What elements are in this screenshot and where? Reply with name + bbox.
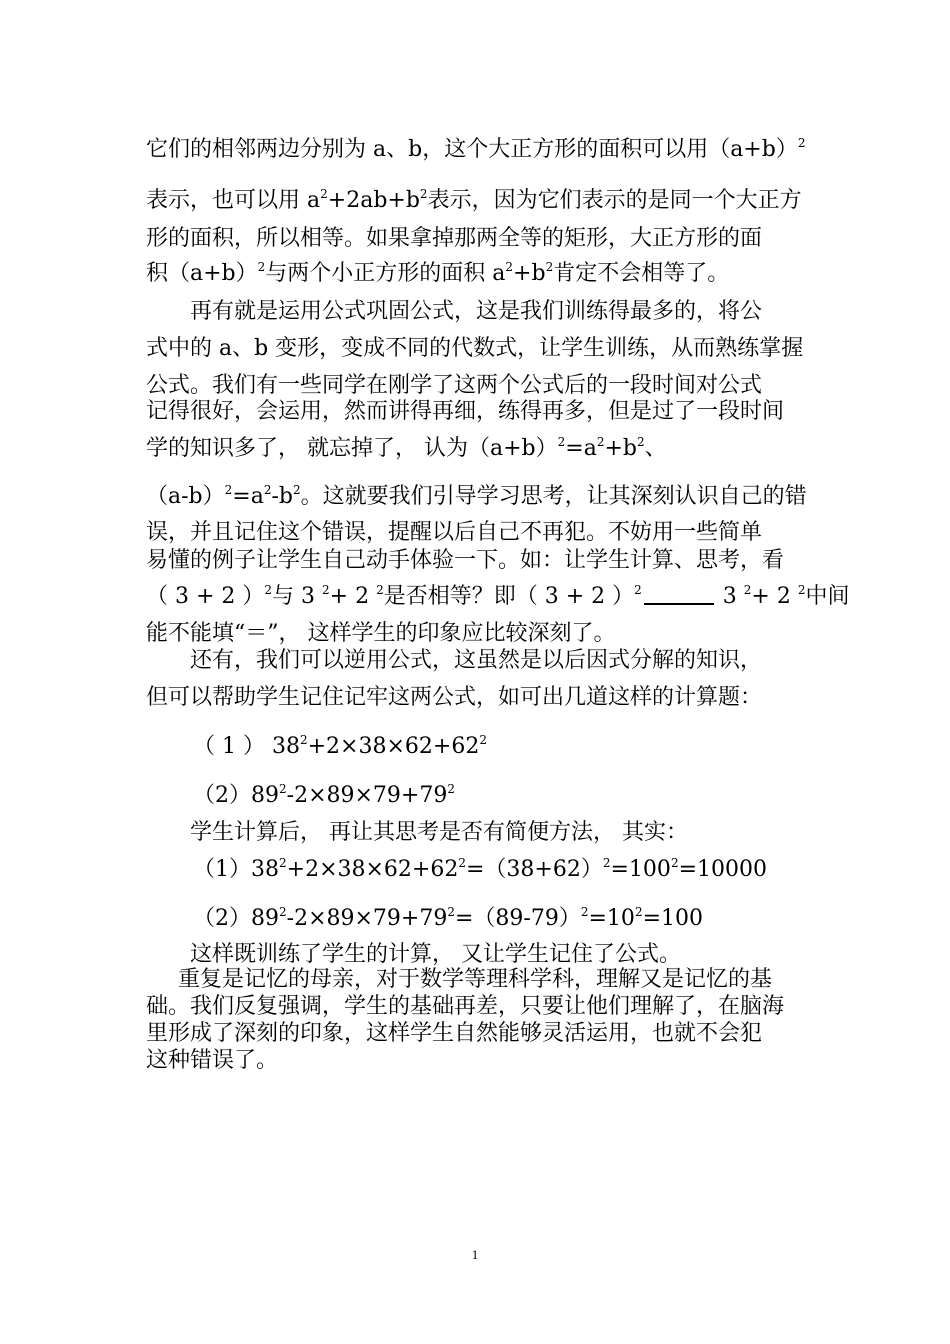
superscript: 2 [376, 583, 384, 597]
paragraph-line: 形的面积，所以相等。如果拿掉那两全等的矩形，大正方形的面 [146, 226, 763, 251]
text-run: =100 [610, 857, 671, 882]
superscript: 2 [545, 260, 554, 274]
text-run: 与 3 [272, 584, 323, 609]
paragraph-line: 再有就是运用公式巩固公式，这是我们训练得最多的，将公 [190, 299, 763, 324]
text-run: + 2 [751, 584, 798, 609]
text-run: 它们的相邻两边分别为 a、b，这个大正方形的面积可以用（a+b） [146, 137, 798, 162]
text-run: 中间 [805, 584, 850, 609]
text-run: （a-b） [146, 484, 225, 509]
text-run: +b [604, 436, 637, 461]
text-run: （2）89 [193, 783, 279, 808]
text-run: =10 [588, 906, 635, 931]
text-run: （ 1 ） 38 [193, 734, 300, 759]
paragraph-line: 能不能填“＝”， 这样学生的印象应比较深刻了。 [146, 621, 616, 646]
superscript: 2 [279, 856, 287, 870]
superscript: 2 [637, 435, 645, 449]
superscript: 2 [419, 187, 428, 201]
paragraph-line: 式中的 a、b 变形，变成不同的代数式，让学生训练，从而熟练掌握 [146, 336, 804, 361]
paragraph-line [146, 434, 667, 464]
text-run: 学的知识多了， 就忘掉了， 认为（a+b） [146, 436, 558, 461]
superscript: 2 [797, 136, 806, 150]
text-run: =a [565, 436, 597, 461]
text-run: 表示，因为它们表示的是同一个大正方 [427, 188, 802, 213]
text-run: 、 [644, 436, 667, 461]
superscript: 2 [580, 905, 589, 919]
superscript: 2 [263, 483, 272, 497]
text-run: 积（a+b） [146, 261, 258, 286]
text-run: -b [271, 484, 294, 509]
superscript: 2 [320, 187, 328, 201]
text-run: =（89-79） [455, 906, 581, 931]
page-number: 1 [471, 1247, 479, 1262]
text-run: =100 [642, 906, 704, 931]
paragraph-line: 这样既训练了学生的计算， 又让学生记住了公式。 [190, 942, 681, 967]
text-run: + 2 [329, 584, 377, 609]
text-run: +2×38×62+62 [307, 734, 480, 759]
paragraph-line: 易懂的例子让学生自己动手体验一下。如：让学生计算、思考，看 [146, 548, 785, 573]
superscript: 2 [279, 782, 287, 796]
paragraph-line [146, 482, 807, 512]
text-run: 表示，也可以用 a [146, 188, 321, 213]
superscript: 2 [299, 733, 308, 747]
paragraph-line: 这种错误了。 [146, 1048, 279, 1073]
text-run: 肯定不会相等了。 [553, 261, 730, 286]
math-solution [193, 855, 767, 885]
superscript: 2 [634, 583, 642, 597]
paragraph-line [146, 186, 802, 216]
superscript: 2 [634, 905, 643, 919]
superscript: 2 [264, 583, 273, 597]
text-run: （1）38 [193, 857, 279, 882]
math-exercise [193, 732, 487, 762]
superscript: 2 [257, 260, 266, 274]
paragraph-line: 学生计算后， 再让其思考是否有简便方法， 其实： [190, 820, 688, 845]
text-run: =a [232, 484, 264, 509]
paragraph-line: 还有，我们可以逆用公式，这虽然是以后因式分解的知识， [190, 648, 763, 673]
superscript: 2 [557, 435, 566, 449]
text-run: （2）89 [193, 906, 279, 931]
superscript: 2 [322, 583, 330, 597]
superscript: 2 [670, 856, 679, 870]
superscript: 2 [224, 483, 233, 497]
superscript: 2 [447, 905, 455, 919]
superscript: 2 [602, 856, 611, 870]
paragraph-line [146, 135, 805, 165]
text-run: 3 [715, 584, 744, 609]
superscript: 2 [293, 483, 301, 497]
superscript: 2 [743, 583, 752, 597]
math-exercise [193, 781, 455, 811]
superscript: 2 [505, 260, 514, 274]
text-run: （ 3 + 2 ） [146, 584, 265, 609]
text-run: +2×38×62+62 [286, 857, 459, 882]
paragraph-line [146, 259, 729, 289]
paragraph-line: 公式。我们有一些同学在刚学了这两个公式后的一段时间对公式 [146, 373, 763, 398]
text-run: +2ab+b [327, 188, 420, 213]
paragraph-line: 误，并且记住这个错误，提醒以后自己不再犯。不妨用一些简单 [146, 520, 763, 545]
text-run: +b [513, 261, 546, 286]
text-run: 是否相等？即（ 3 + 2 ） [383, 584, 635, 609]
text-run: -2×89×79+79 [286, 906, 448, 931]
paragraph-line: 里形成了深刻的印象，这样学生自然能够灵活运用，也就不会犯 [146, 1021, 763, 1046]
text-run: -2×89×79+79 [286, 783, 448, 808]
superscript: 2 [458, 856, 466, 870]
text-run: =（38+62） [466, 857, 603, 882]
text-run: 与两个小正方形的面积 a [265, 261, 506, 286]
paragraph-line: 记得很好，会运用，然而讲得再细，练得再多，但是过了一段时间 [146, 399, 785, 424]
text-run: =10000 [678, 857, 767, 882]
superscript: 2 [797, 583, 806, 597]
superscript: 2 [279, 905, 287, 919]
paragraph-line: 重复是记忆的母亲，对于数学等理科学科，理解又是记忆的基 [178, 967, 773, 992]
paragraph-line: 础。我们反复强调，学生的基础再差，只要让他们理解了，在脑海 [146, 994, 785, 1019]
paragraph-line [146, 582, 849, 612]
superscript: 2 [596, 435, 605, 449]
math-solution [193, 904, 703, 934]
superscript: 2 [479, 733, 487, 747]
superscript: 2 [447, 782, 455, 796]
text-run: 。这就要我们引导学习思考，让其深刻认识自己的错 [300, 484, 807, 509]
paragraph-line: 但可以帮助学生记住记牢这两公式，如可出几道这样的计算题： [146, 685, 763, 710]
fill-in-blank [644, 583, 714, 605]
